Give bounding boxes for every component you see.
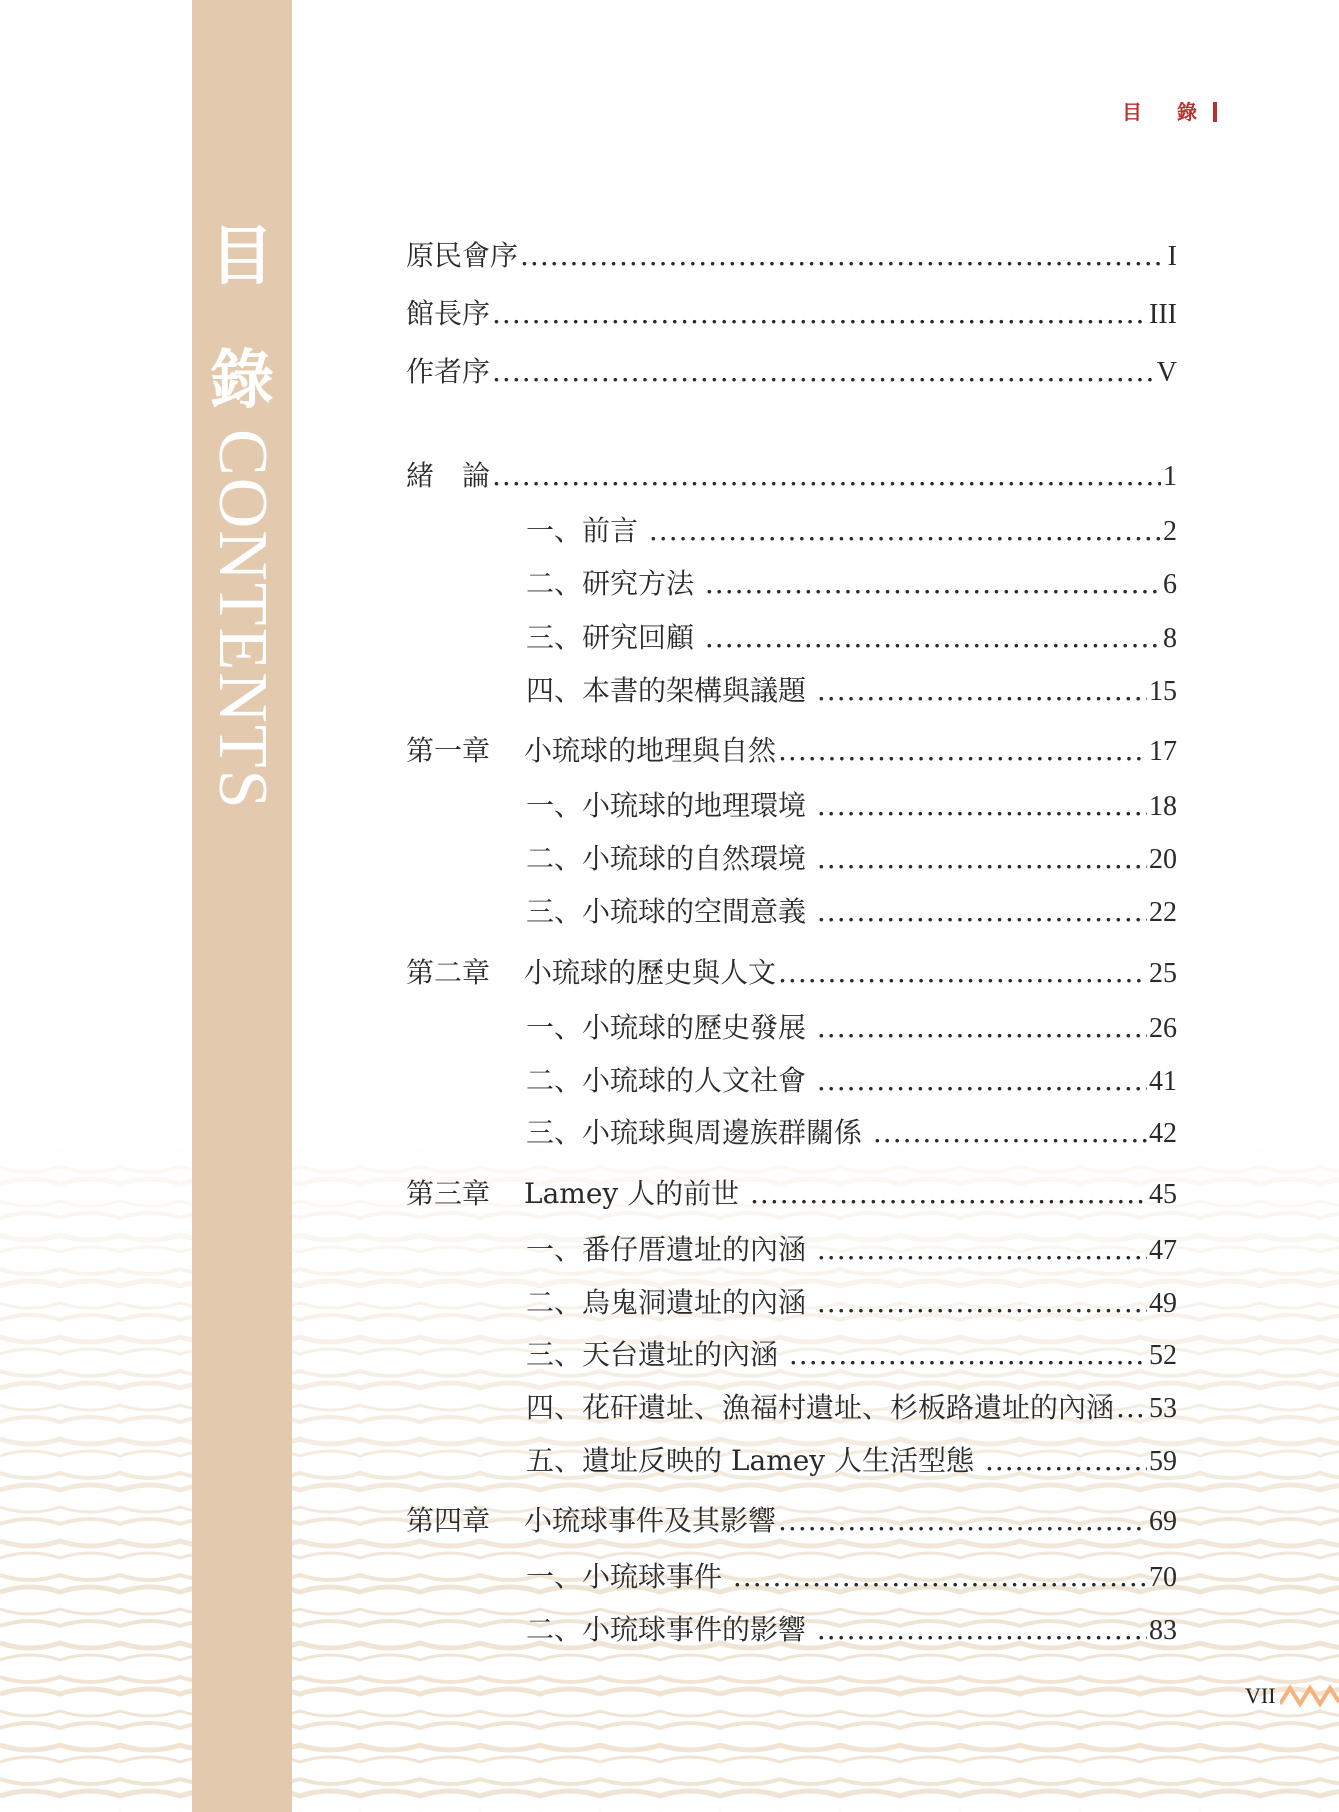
toc-entry-title: 三、天台遺址的內涵 xyxy=(526,1338,787,1371)
sidebar-band xyxy=(192,0,292,1812)
toc-entry-title: 三、小琉球與周邊族群關係 xyxy=(526,1116,871,1149)
toc-entry-title: 三、研究回顧 xyxy=(526,621,703,654)
toc-entry-title: 一、番仔厝遺址的內涵 xyxy=(526,1233,815,1266)
toc-entry[interactable] xyxy=(526,1115,1177,1151)
toc-entry-page: 41 xyxy=(1149,1066,1177,1097)
toc-entry-title: 五、遺址反映的 Lamey 人生活型態 xyxy=(526,1444,983,1477)
toc-entry-title: 二、研究方法 xyxy=(526,567,703,600)
toc-entry[interactable] xyxy=(526,1063,1177,1099)
toc-entry[interactable] xyxy=(526,1612,1177,1648)
toc-entry[interactable] xyxy=(406,733,1177,769)
toc-entry-title: 一、小琉球的地理環境 xyxy=(526,789,815,822)
dot-leader xyxy=(778,733,1147,769)
toc-entry-title: 一、小琉球事件 xyxy=(526,1560,731,1593)
toc-entry-page: 1 xyxy=(1163,461,1177,492)
dot-leader xyxy=(705,566,1161,602)
sidebar-title-cjk-2: 錄 xyxy=(210,343,274,418)
dot-leader xyxy=(817,1063,1147,1099)
toc-entry-title: 二、小琉球的自然環境 xyxy=(526,842,815,875)
chapter-number: 第四章 xyxy=(406,1504,491,1537)
toc-entry-page: V xyxy=(1156,357,1177,388)
toc-entry-page: 52 xyxy=(1149,1340,1177,1371)
toc-entry-title: 一、前言 xyxy=(526,514,647,547)
dot-leader xyxy=(817,1285,1147,1321)
toc-entry-page: III xyxy=(1149,299,1177,330)
toc-entry-title: 四、本書的架構與議題 xyxy=(526,674,815,707)
toc-entry-page: 22 xyxy=(1149,897,1177,928)
dot-leader xyxy=(492,296,1147,332)
dot-leader xyxy=(789,1337,1147,1373)
sidebar-title-en: CONTENTS xyxy=(204,429,281,811)
toc-entry[interactable] xyxy=(406,458,1177,494)
dot-leader xyxy=(649,513,1161,549)
dot-leader xyxy=(817,1232,1147,1268)
dot-leader xyxy=(817,788,1147,824)
toc-entry-title: Lamey 人的前世 xyxy=(524,1177,749,1210)
dot-leader xyxy=(817,673,1147,709)
toc-entry-title: 小琉球事件及其影響 xyxy=(524,1504,777,1537)
toc-entry[interactable] xyxy=(526,1010,1177,1046)
chapter-number: 第三章 xyxy=(406,1177,491,1210)
toc-entry-title: 緒 論 xyxy=(406,459,491,492)
toc-entry-page: 70 xyxy=(1149,1562,1177,1593)
toc-entry-page: 18 xyxy=(1149,791,1177,822)
toc-entry-page: I xyxy=(1167,241,1177,272)
dot-leader xyxy=(750,1176,1147,1212)
page-number: VII xyxy=(1245,1683,1276,1708)
dot-leader xyxy=(817,894,1147,930)
toc-entry-title: 三、小琉球的空間意義 xyxy=(526,895,815,928)
toc-entry-title: 作者序 xyxy=(406,355,491,388)
toc-entry-page: 2 xyxy=(1163,516,1177,547)
toc-entry[interactable] xyxy=(406,955,1177,991)
sidebar-title-cjk-1: 目 xyxy=(210,219,274,294)
toc-entry-page: 8 xyxy=(1163,623,1177,654)
toc-entry[interactable] xyxy=(526,620,1177,656)
dot-leader xyxy=(817,1612,1147,1648)
toc-entry[interactable] xyxy=(526,894,1177,930)
toc-entry[interactable] xyxy=(526,1443,1177,1479)
dot-leader xyxy=(733,1559,1147,1595)
toc-entry-page: 20 xyxy=(1149,844,1177,875)
dot-leader xyxy=(873,1115,1147,1151)
toc-entry-title: 二、小琉球的人文社會 xyxy=(526,1064,815,1097)
toc-entry[interactable] xyxy=(526,566,1177,602)
toc-entry[interactable] xyxy=(526,1285,1177,1321)
toc-entry[interactable] xyxy=(526,513,1177,549)
toc-entry-page: 69 xyxy=(1149,1506,1177,1537)
toc-entry[interactable] xyxy=(526,1337,1177,1373)
toc-entry-page: 26 xyxy=(1149,1013,1177,1044)
toc-entry[interactable] xyxy=(526,1390,1177,1426)
toc-entry-title: 小琉球的地理與自然 xyxy=(524,734,777,767)
toc-entry-title: 二、烏鬼洞遺址的內涵 xyxy=(526,1286,815,1319)
toc-entry-page: 6 xyxy=(1163,569,1177,600)
toc-entry[interactable] xyxy=(406,1503,1177,1539)
running-head xyxy=(1122,96,1217,125)
toc-entry[interactable] xyxy=(406,238,1177,274)
zigzag-ornament-icon xyxy=(1280,1682,1339,1708)
dot-leader xyxy=(817,841,1147,877)
toc-entry-title: 一、小琉球的歷史發展 xyxy=(526,1011,815,1044)
dot-leader xyxy=(705,620,1161,656)
toc-entry-title: 二、小琉球事件的影響 xyxy=(526,1613,815,1646)
chapter-number: 第一章 xyxy=(406,734,491,767)
toc-entry-page: 42 xyxy=(1149,1118,1177,1149)
toc-entry-page: 59 xyxy=(1149,1446,1177,1477)
toc-entry-page: 45 xyxy=(1149,1179,1177,1210)
dot-leader xyxy=(520,238,1166,274)
toc-entry-title: 館長序 xyxy=(406,297,491,330)
chapter-number: 第二章 xyxy=(406,956,491,989)
dot-leader xyxy=(778,955,1147,991)
toc-entry[interactable] xyxy=(526,673,1177,709)
running-head-bar xyxy=(1213,102,1217,122)
running-head-text: 目 錄 xyxy=(1122,100,1211,124)
toc-entry-page: 15 xyxy=(1149,676,1177,707)
toc-entry[interactable] xyxy=(406,354,1177,390)
dot-leader xyxy=(985,1443,1147,1479)
toc-entry[interactable] xyxy=(526,788,1177,824)
dot-leader xyxy=(817,1010,1147,1046)
toc-entry[interactable] xyxy=(526,1232,1177,1268)
dot-leader xyxy=(492,458,1161,494)
toc-entry-page: 25 xyxy=(1149,958,1177,989)
dot-leader xyxy=(778,1503,1147,1539)
toc-entry-page: 53 xyxy=(1149,1393,1177,1424)
toc-entry-page: 49 xyxy=(1149,1288,1177,1319)
sidebar-title xyxy=(192,219,292,811)
toc-entry[interactable] xyxy=(406,296,1177,332)
toc-entry-page: 83 xyxy=(1149,1615,1177,1646)
toc-entry-title: 小琉球的歷史與人文 xyxy=(524,956,777,989)
toc-entry-title: 四、花矸遺址、漁福村遺址、杉板路遺址的內涵 xyxy=(526,1391,1115,1424)
toc-entry[interactable] xyxy=(526,1559,1177,1595)
dot-leader xyxy=(492,354,1155,390)
dot-leader xyxy=(1116,1390,1147,1426)
toc-entry-title: 原民會序 xyxy=(406,239,519,272)
toc-entry-page: 47 xyxy=(1149,1235,1177,1266)
toc-entry-page: 17 xyxy=(1149,736,1177,767)
toc-entry[interactable] xyxy=(526,841,1177,877)
toc-entry[interactable] xyxy=(406,1176,1177,1212)
